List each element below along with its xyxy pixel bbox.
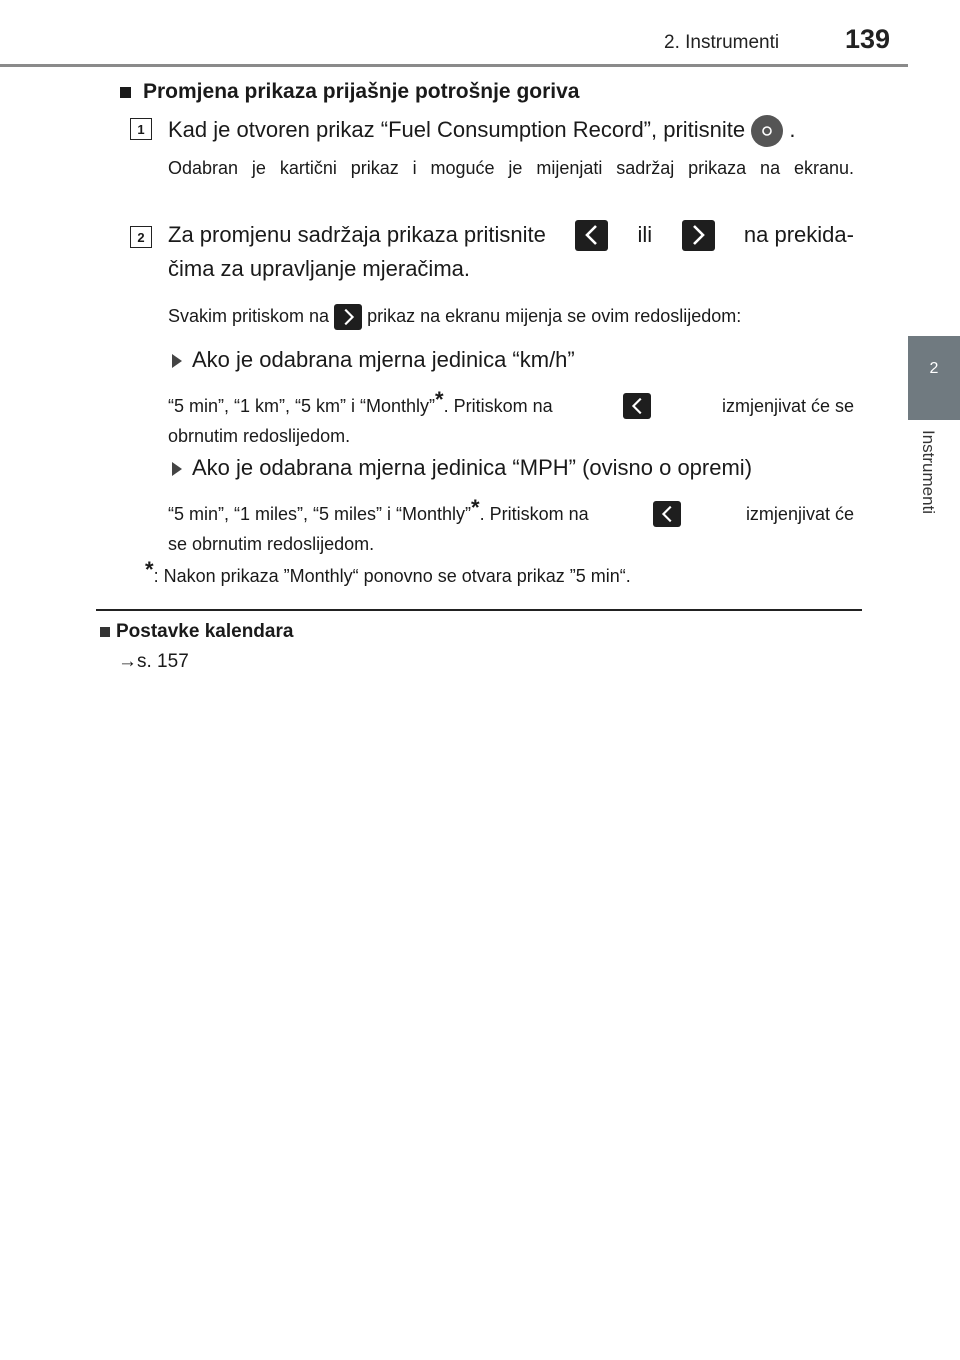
case-kmh-heading-row xyxy=(172,343,575,377)
step2-line1 xyxy=(168,218,854,252)
case-mph-text-before: “5 min”, “1 miles”, “5 miles” i “Monthly” xyxy=(168,504,472,524)
side-tab xyxy=(908,336,960,420)
left-arrow-button-icon xyxy=(623,393,651,419)
step1-note-line xyxy=(168,154,854,182)
case-mph-line1 xyxy=(168,495,854,528)
case-kmh-line2: obrnutim redoslijedom. xyxy=(168,426,351,446)
case-mph-line2: se obrnutim redoslijedom. xyxy=(168,534,375,554)
side-tab-label: Instrumenti xyxy=(919,430,938,515)
step2-text-part1: Za promjenu sadržaja prikaza pritisnite xyxy=(168,222,546,247)
section-title-text: Promjena prikaza prijašnje potrošnje goriva xyxy=(143,80,580,103)
triangle-bullet-icon xyxy=(172,462,182,476)
step2-note-after: prikaz na ekranu mijenja se ovim redoslijedom: xyxy=(367,306,742,326)
section2-title: Postavke kalendara xyxy=(116,621,294,642)
side-tab-number: 2 xyxy=(929,360,939,377)
step1-text-after: . xyxy=(789,117,796,142)
case-mph-text-group xyxy=(168,495,589,528)
section-divider xyxy=(96,609,862,611)
case-mph-asterisk: * xyxy=(471,495,480,520)
case-kmh-text-mid: . Pritiskom na xyxy=(443,396,553,416)
left-arrow-button-icon xyxy=(575,220,608,251)
header-rule xyxy=(0,64,908,67)
case-kmh-heading: Ako je odabrana mjerna jedinica “km/h” xyxy=(192,347,575,372)
step2-note xyxy=(168,302,741,330)
step2-line2: čima za upravljanje mjeračima. xyxy=(168,256,470,281)
footnote-asterisk: * xyxy=(145,557,154,582)
page-number: 139 xyxy=(845,24,891,54)
step2-note-before: Svakim pritiskom na xyxy=(168,306,330,326)
right-arrow-button-icon xyxy=(682,220,715,251)
case-kmh-line1 xyxy=(168,387,854,420)
circle-button-icon xyxy=(751,115,783,147)
step1-text xyxy=(168,113,868,147)
footnote-text: : Nakon prikaza ”Monthly“ ponovno se otvara prikaz ”5 min“. xyxy=(153,566,631,586)
page-reference-link[interactable]: →s. 157 xyxy=(118,651,189,672)
case-kmh-asterisk: * xyxy=(435,387,444,412)
section-title-calendar xyxy=(100,621,293,643)
square-bullet-icon xyxy=(120,87,131,98)
step1-note: Odabran je kartični prikaz i moguće je mijenjati sadržaj prikaza na ekranu. xyxy=(168,158,854,178)
case-mph-heading: Ako je odabrana mjerna jedinica “MPH” (ovisno o opremi) xyxy=(192,455,753,480)
right-arrow-button-icon xyxy=(334,304,362,330)
step-number-1: 1 xyxy=(130,118,152,140)
case-mph-heading-row xyxy=(172,451,752,485)
step2-text-part3: na prekida- xyxy=(743,222,854,247)
square-bullet-icon xyxy=(100,627,110,637)
case-kmh-text-group xyxy=(168,387,553,420)
step1-text-before: Kad je otvoren prikaz “Fuel Consumption Record”, pritisnite xyxy=(168,117,746,142)
triangle-bullet-icon xyxy=(172,354,182,368)
case-kmh-text-after: izmjenjivat će se xyxy=(721,396,854,416)
left-arrow-button-icon xyxy=(653,501,681,527)
step2-text-part2: ili xyxy=(637,222,653,247)
header-section-title: 2. Instrumenti xyxy=(664,32,780,53)
step-number-2: 2 xyxy=(130,226,152,248)
section-title-fuel xyxy=(120,80,579,104)
case-mph-text-mid: . Pritiskom na xyxy=(479,504,589,524)
footnote xyxy=(145,557,631,590)
case-kmh-text-before: “5 min”, “1 km”, “5 km” i “Monthly” xyxy=(168,396,436,416)
case-mph-text-after: izmjenjivat će xyxy=(745,504,854,524)
